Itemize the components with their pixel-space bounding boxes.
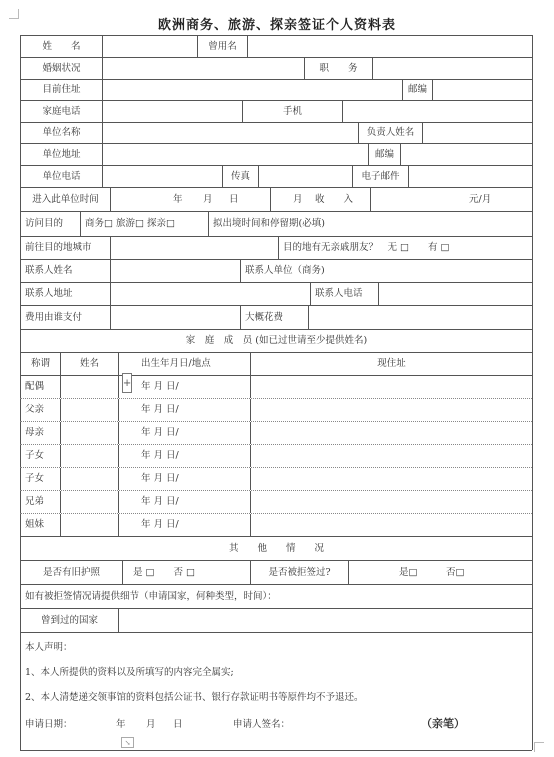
- other-section-heading: 其 他 情 况: [20, 537, 532, 560]
- row-old-passport: [20, 560, 532, 584]
- label-position: 职 务: [304, 58, 372, 79]
- old-passport-options[interactable]: 是 □ 否 □: [122, 561, 250, 584]
- row-address: [20, 79, 532, 100]
- add-row-icon[interactable]: +: [122, 373, 132, 393]
- family-name-field[interactable]: [60, 445, 118, 467]
- label-countries: 曾到过的国家: [20, 609, 118, 632]
- label-home-phone: 家庭电话: [20, 101, 102, 122]
- family-birth-field[interactable]: 年 月 日/: [118, 491, 250, 513]
- label-contact-company: 联系人单位（商务): [240, 260, 532, 282]
- label-refused: 是否被拒签过?: [250, 561, 348, 584]
- field-company-phone[interactable]: [102, 166, 222, 187]
- field-contact-name[interactable]: [110, 260, 240, 282]
- label-company: 单位名称: [20, 123, 102, 143]
- family-relation: 母亲: [20, 422, 60, 444]
- label-purpose: 访问目的: [20, 212, 80, 236]
- resize-handle-icon[interactable]: ↘: [121, 737, 134, 748]
- date-day-label: 日: [173, 719, 183, 730]
- field-contact-phone[interactable]: [378, 283, 532, 305]
- family-address-field[interactable]: [250, 445, 532, 467]
- form-title: 欧洲商务、旅游、探亲签证个人资料表: [157, 18, 396, 33]
- family-relation: 父亲: [20, 399, 60, 421]
- refused-options[interactable]: 是□ 否□: [348, 561, 532, 584]
- field-join-date[interactable]: [110, 188, 270, 211]
- label-email: 电子邮件: [352, 166, 408, 187]
- family-relation: 姐妹: [20, 514, 60, 536]
- field-manager[interactable]: [422, 123, 532, 143]
- declaration-heading: 本人声明：: [25, 642, 73, 653]
- field-income[interactable]: [370, 188, 532, 211]
- field-cost[interactable]: [308, 306, 532, 329]
- field-contact-address[interactable]: [110, 283, 310, 305]
- label-old-passport: 是否有旧护照: [20, 561, 122, 584]
- family-name-field[interactable]: [60, 399, 118, 421]
- family-relation: 配偶: [20, 376, 60, 398]
- row-purpose: [20, 211, 532, 236]
- row-phone: [20, 100, 532, 122]
- field-address[interactable]: [102, 80, 402, 100]
- field-mobile[interactable]: [342, 101, 532, 122]
- family-birth-field[interactable]: 年 月 日/: [118, 468, 250, 490]
- family-row: [20, 467, 532, 490]
- col-address: 现住址: [250, 353, 532, 375]
- label-contact-name: 联系人姓名: [20, 260, 110, 282]
- table-right-border: [532, 35, 533, 750]
- family-name-field[interactable]: [60, 376, 118, 398]
- label-contact-phone: 联系人电话: [310, 283, 378, 305]
- purpose-options[interactable]: 商务□ 旅游□ 探亲□: [80, 212, 208, 236]
- row-company-phone: [20, 165, 532, 187]
- family-name-field[interactable]: [60, 491, 118, 513]
- family-row: [20, 490, 532, 513]
- family-address-field[interactable]: [250, 491, 532, 513]
- row-destination: [20, 236, 532, 259]
- family-row: [20, 398, 532, 421]
- row-payment: [20, 305, 532, 329]
- field-home-phone[interactable]: [102, 101, 242, 122]
- row-employment: [20, 187, 532, 211]
- family-address-field[interactable]: [250, 422, 532, 444]
- family-birth-field[interactable]: 年 月 日/: [118, 399, 250, 421]
- join-month-label: 月: [203, 193, 213, 205]
- label-destination: 前往目的地城市: [20, 237, 110, 259]
- declaration-block: [20, 632, 532, 750]
- declaration-content: [20, 633, 532, 750]
- col-name: 姓名: [60, 353, 118, 375]
- row-refusal-detail: [20, 584, 532, 608]
- label-manager: 负责人姓名: [358, 123, 422, 143]
- field-destination[interactable]: [110, 237, 278, 259]
- row-family-columns: [20, 352, 532, 375]
- row-contact-address: [20, 282, 532, 305]
- family-name-field[interactable]: [60, 514, 118, 536]
- family-relation: 子女: [20, 468, 60, 490]
- label-refusal-detail[interactable]: 如有被拒签情况请提供细节（申请国家，何种类型，时间）：: [20, 585, 532, 608]
- label-cost: 大概花费: [240, 306, 308, 329]
- date-month-label: 月: [146, 719, 156, 730]
- label-company-address: 单位地址: [20, 144, 102, 165]
- label-postcode: 邮编: [402, 80, 432, 100]
- row-marital: [20, 57, 532, 79]
- label-join-time: 进入此单位时间: [20, 188, 110, 211]
- field-fax[interactable]: [258, 166, 352, 187]
- col-birth: 出生年月日/地点: [118, 353, 250, 375]
- declaration-line-2: 2、本人清楚递交领事馆的资料包括公证书、银行存款证明书等原件均不予退还。: [25, 692, 364, 703]
- label-used-name: 曾用名: [197, 36, 247, 57]
- label-payer: 费用由谁支付: [20, 306, 110, 329]
- label-fax: 传真: [222, 166, 258, 187]
- row-name: [20, 35, 532, 57]
- label-address: 目前住址: [20, 80, 102, 100]
- field-countries[interactable]: [118, 609, 532, 632]
- handwritten-note: （亲笔）: [421, 717, 465, 730]
- field-used-name[interactable]: [247, 36, 532, 57]
- field-email[interactable]: [408, 166, 532, 187]
- table-bottom-border: [20, 750, 532, 751]
- field-income-label-cell: [270, 188, 370, 211]
- label-company-postcode: 邮编: [368, 144, 400, 165]
- row-other-header: [20, 536, 532, 560]
- family-birth-field[interactable]: 年 月 日/: [118, 376, 250, 398]
- join-day-label: 日: [229, 193, 239, 205]
- family-row: [20, 513, 532, 536]
- label-signature: 申请人签名：: [233, 719, 291, 730]
- family-address-field[interactable]: [250, 376, 532, 398]
- declaration-line-1: 1、本人所提供的资料以及所填写的内容完全属实;: [25, 667, 234, 678]
- family-birth-field[interactable]: 年 月 日/: [118, 422, 250, 444]
- family-section-heading: 家 庭 成 员 (如已过世请至少提供姓名): [20, 330, 532, 352]
- per-month-label: 元/月: [469, 193, 492, 205]
- label-company-phone: 单位电话: [20, 166, 102, 187]
- field-marital[interactable]: [102, 58, 304, 79]
- label-relatives[interactable]: 目的地有无亲戚朋友？ 无 □ 有 □: [278, 237, 532, 259]
- family-name-field[interactable]: [60, 422, 118, 444]
- row-company: [20, 122, 532, 143]
- field-position[interactable]: [372, 58, 532, 79]
- page-corner-mark: [534, 742, 544, 752]
- label-stay: 拟出境时间和停留期(必填): [208, 212, 532, 236]
- family-row: [20, 375, 532, 398]
- date-year-label: 年: [116, 719, 126, 730]
- row-family-header: [20, 329, 532, 352]
- family-address-field[interactable]: [250, 468, 532, 490]
- label-name: 姓 名: [20, 36, 102, 57]
- join-year-label: 年: [173, 193, 183, 205]
- family-relation: 子女: [20, 445, 60, 467]
- family-address-field[interactable]: [250, 399, 532, 421]
- family-birth-field[interactable]: 年 月 日/: [118, 514, 250, 536]
- label-date: 申请日期：: [25, 719, 73, 730]
- family-relation: 兄弟: [20, 491, 60, 513]
- field-company-postcode[interactable]: [400, 144, 532, 165]
- label-marital: 婚姻状况: [20, 58, 102, 79]
- row-countries: [20, 608, 532, 632]
- row-contact-name: [20, 259, 532, 282]
- label-contact-address: 联系人地址: [20, 283, 110, 305]
- field-postcode[interactable]: [432, 80, 532, 100]
- family-birth-field[interactable]: 年 月 日/: [118, 445, 250, 467]
- field-company-address[interactable]: [102, 144, 368, 165]
- income-label: 收 入: [315, 193, 354, 205]
- label-mobile: 手机: [242, 101, 342, 122]
- row-company-address: [20, 143, 532, 165]
- field-company[interactable]: [102, 123, 358, 143]
- family-row: [20, 421, 532, 444]
- family-row: [20, 444, 532, 467]
- col-title: 称谓: [20, 353, 60, 375]
- field-name[interactable]: [102, 36, 197, 57]
- income-month-label: 月: [293, 193, 303, 205]
- field-payer[interactable]: [110, 306, 240, 329]
- family-address-field[interactable]: [250, 514, 532, 536]
- family-name-field[interactable]: [60, 468, 118, 490]
